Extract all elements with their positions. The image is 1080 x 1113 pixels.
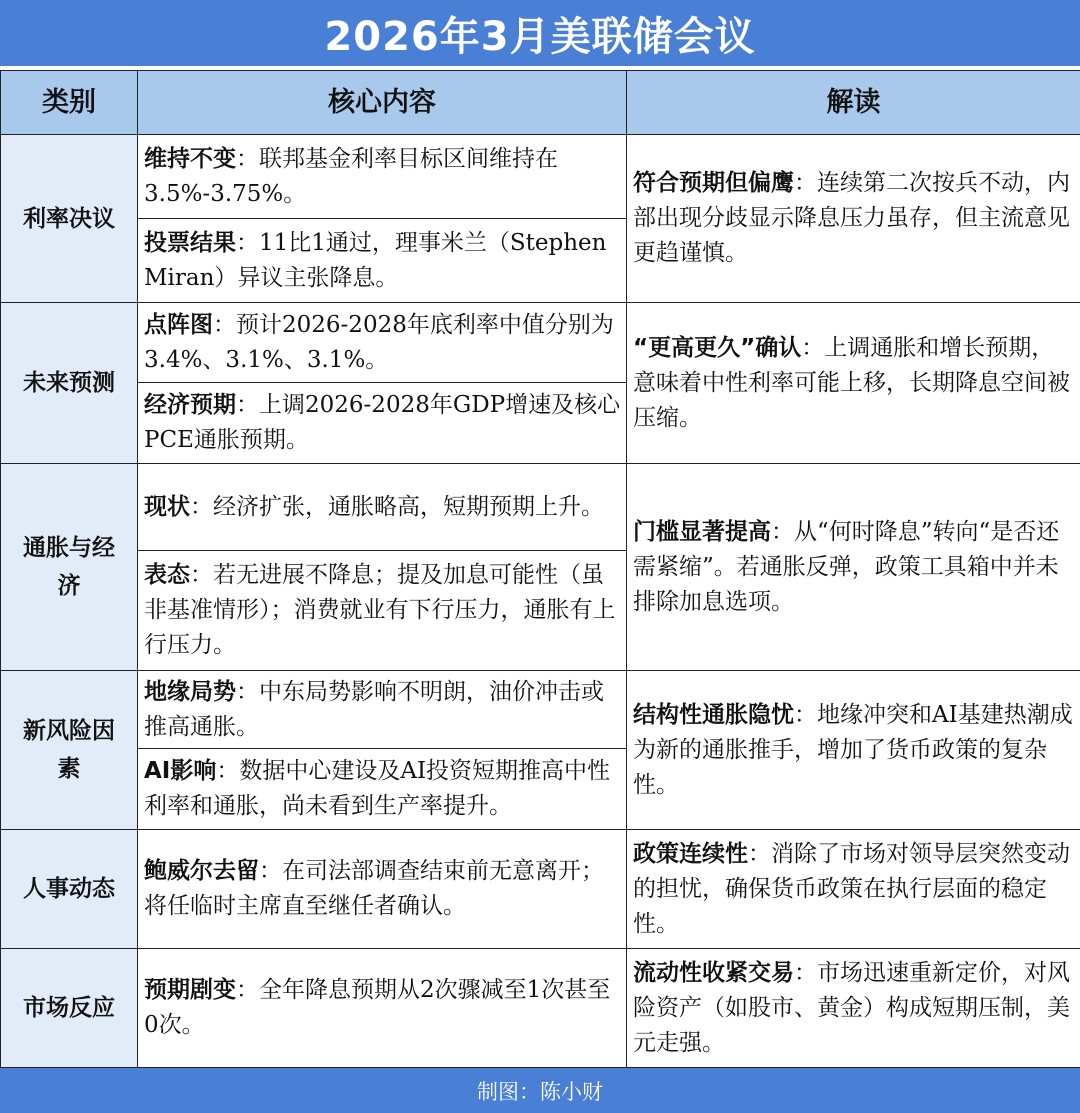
content-text: ：11比1通过，理事米兰（Stephen Miran）异议主张降息。 <box>144 229 607 291</box>
content-cell <box>138 135 627 219</box>
interpretation-lead: 结构性通胀隐忧 <box>633 701 794 728</box>
content-lead: 地缘局势 <box>144 678 236 705</box>
content-cell <box>138 671 627 749</box>
category-cell: 市场反应 <box>1 949 138 1068</box>
content-cell <box>138 749 627 830</box>
content-lead: AI影响 <box>144 758 217 784</box>
content-text: ：中东局势影响不明朗，油价冲击或推高通胀。 <box>144 678 604 740</box>
interpretation-lead: “更高更久”确认 <box>633 334 802 361</box>
footer-credit: 制图：陈小财 <box>0 1068 1080 1113</box>
interpretation-text: ：消除了市场对领导层突然变动的担忧，确保货币政策在执行层面的稳定性。 <box>633 840 1070 937</box>
interpretation-text: ：从“何时降息”转向“是否还需紧缩”。若通胀反弹，政策工具箱中并未排除加息选项。 <box>633 518 1060 615</box>
summary-table <box>0 70 1080 1068</box>
category-cell: 新风险因素 <box>1 671 138 830</box>
interpretation-lead: 门槛显著提高 <box>633 518 771 545</box>
content-lead: 维持不变 <box>144 145 236 172</box>
header-category: 类别 <box>1 71 138 135</box>
content-lead: 投票结果 <box>144 229 236 256</box>
content-text: ：上调2026-2028年GDP增速及核心PCE通胀预期。 <box>144 392 621 453</box>
interpretation-lead: 流动性收紧交易 <box>633 959 794 986</box>
content-text: ：全年降息预期从2次骤减至1次甚至0次。 <box>144 977 611 1038</box>
interpretation-text: ：连续第二次按兵不动，内部出现分歧显示降息压力虽存，但主流意见更趋谨慎。 <box>633 170 1070 266</box>
interpretation-cell <box>627 830 1080 949</box>
interpretation-cell <box>627 464 1080 671</box>
interpretation-text: ：上调通胀和增长预期，意味着中性利率可能上移，长期降息空间被压缩。 <box>633 334 1070 431</box>
page-title: 2026年3月美联储会议 <box>0 0 1080 66</box>
header-core-content: 核心内容 <box>138 71 627 135</box>
content-cell <box>138 303 627 383</box>
category-cell: 通胀与经济 <box>1 464 138 671</box>
header-interpretation: 解读 <box>627 71 1080 135</box>
content-lead: 鲍威尔去留 <box>144 858 259 884</box>
content-text: ：联邦基金利率目标区间维持在3.5%-3.75%。 <box>144 145 558 207</box>
content-cell <box>138 551 627 671</box>
category-cell: 人事动态 <box>1 830 138 949</box>
content-text: ：若无进展不降息；提及加息可能性（虽非基准情形）；消费就业有下行压力，通胀有上行压力。 <box>144 562 616 658</box>
content-cell <box>138 383 627 464</box>
content-text: ：预计2026-2028年底利率中值分别为3.4%、3.1%、3.1%。 <box>144 311 614 373</box>
category-cell: 未来预测 <box>1 303 138 464</box>
interpretation-cell <box>627 671 1080 830</box>
category-cell: 利率决议 <box>1 135 138 303</box>
content-cell <box>138 949 627 1068</box>
content-lead: 现状 <box>144 493 190 520</box>
content-text: ：经济扩张，通胀略高，短期预期上升。 <box>190 493 604 520</box>
content-lead: 经济预期 <box>144 392 236 418</box>
interpretation-cell <box>627 949 1080 1068</box>
content-lead: 预期剧变 <box>144 977 236 1003</box>
interpretation-text: ：市场迅速重新定价，对风险资产（如股市、黄金）构成短期压制，美元走强。 <box>633 959 1070 1056</box>
interpretation-lead: 符合预期但偏鹰 <box>633 170 794 196</box>
content-cell <box>138 464 627 551</box>
content-lead: 点阵图 <box>144 311 213 338</box>
content-lead: 表态 <box>144 562 190 588</box>
content-text: ：在司法部调查结束前无意离开；将任临时主席直至继任者确认。 <box>144 858 604 919</box>
content-text: ：数据中心建设及AI投资短期推高中性利率和通胀，尚未看到生产率提升。 <box>144 758 611 819</box>
interpretation-cell <box>627 135 1080 303</box>
interpretation-cell <box>627 303 1080 464</box>
interpretation-text: ：地缘冲突和AI基建热潮成为新的通胀推手，增加了货币政策的复杂性。 <box>633 701 1073 798</box>
content-cell <box>138 219 627 303</box>
content-cell <box>138 830 627 949</box>
interpretation-lead: 政策连续性 <box>633 840 748 867</box>
